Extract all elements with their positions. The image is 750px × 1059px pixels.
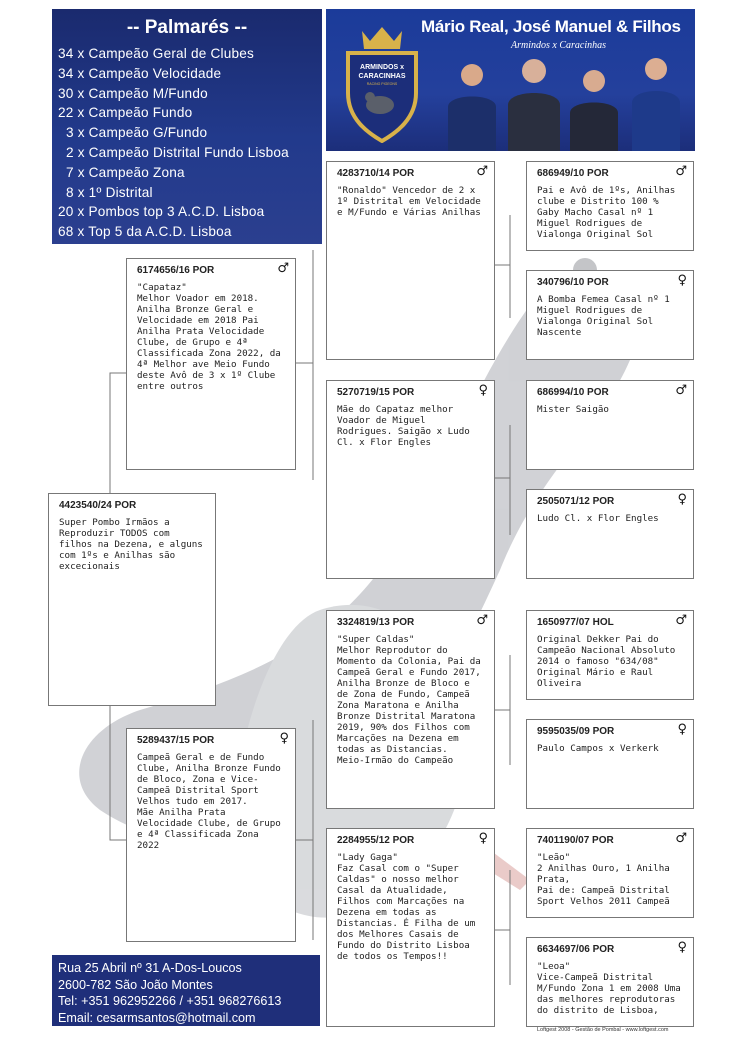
male-icon: ♂ (277, 261, 289, 276)
contact-panel (52, 955, 320, 1026)
address-line-1: Rua 25 Abril nº 31 A-Dos-Loucos (58, 961, 242, 975)
email-address[interactable]: Email: cesarmsantos@hotmail.com (58, 1010, 256, 1025)
palmares-item: 7 x Campeão Zona (58, 164, 185, 180)
pigeon-card-sire (126, 258, 296, 470)
software-credit: Loftgest 2008 - Gestão de Pombal - www.loftgest.com (537, 1027, 669, 1033)
pigeon-card-sire-sire (326, 161, 495, 360)
pigeon-description: Campeã Geral e de Fundo Clube, Anilha Bronze Fundo de Bloco, Zona e Vice-Campeã Distrital Sport Velhos tudo em 2017. Mãe Anilha Prata Velocidade Clube, de Grupo e 4ª Classificada Zona 2022 (137, 752, 281, 851)
header-banner (326, 9, 695, 151)
pigeon-card-gen3-3 (526, 380, 694, 470)
pigeon-description: A Bomba Femea Casal nº 1 Miguel Rodrigues de Vialonga Original Sol Nascente (537, 294, 670, 338)
phone-numbers: Tel: +351 962952266 / +351 968276613 (58, 994, 282, 1008)
ring-number: 6634697/06 POR (537, 944, 615, 955)
pigeon-description: Paulo Campos x Verkerk (537, 743, 659, 754)
pigeon-card-gen3-6 (526, 719, 694, 809)
address-line-2: 2600-782 São João Montes (58, 977, 213, 992)
pigeon-description: "Leão" 2 Anilhas Ouro, 1 Anilha Prata, Pai de: Campeã Distrital Sport Velhos 2011 Campeã (537, 852, 670, 907)
owner-names: Mário Real, José Manuel & Filhos (421, 17, 681, 36)
female-icon: ♀ (478, 383, 488, 398)
pigeon-description: Ludo Cl. x Flor Engles (537, 513, 659, 524)
male-icon: ♂ (675, 831, 687, 846)
palmares-item: 34 x Campeão Velocidade (58, 65, 222, 81)
male-icon: ♂ (675, 383, 687, 398)
pigeon-description: "Lady Gaga" Faz Casal com o "Super Caldas" o nosso melhor Casal da Atualidade, Filhos com Marcações na Dezena em todas as Distancias. É Filha de um dos Melhores Casais de Fundo do Distrito Lisboa de todos os Tempos!! (337, 852, 476, 962)
male-icon: ♂ (476, 613, 488, 628)
pigeon-card-gen3-7 (526, 828, 694, 918)
ring-number: 686994/10 POR (537, 387, 609, 398)
pigeon-description: Mister Saigão (537, 404, 609, 415)
palmares-panel (52, 9, 322, 244)
ring-number: 340796/10 POR (537, 277, 609, 288)
pigeon-card-gen3-4 (526, 489, 694, 579)
female-icon: ♀ (677, 273, 687, 288)
pigeon-card-dam (126, 728, 296, 942)
pigeon-description: Super Pombo Irmãos a Reproduzir TODOS com filhos na Dezena, e alguns com 1ºs e Anilhas são excecionais (59, 517, 203, 572)
pigeon-card-subject (48, 493, 216, 706)
ring-number: 4423540/24 POR (59, 500, 137, 511)
pigeon-card-sire-dam (326, 380, 495, 579)
pigeon-card-gen3-2 (526, 270, 694, 360)
female-icon: ♀ (677, 940, 687, 955)
male-icon: ♂ (675, 164, 687, 179)
ring-number: 686949/10 POR (537, 168, 609, 179)
palmares-item: 2 x Campeão Distrital Fundo Lisboa (58, 144, 289, 160)
palmares-list (58, 44, 316, 242)
loft-subtitle: Armindos x Caracinhas (511, 40, 606, 51)
palmares-title: -- Palmarés -- (126, 17, 248, 38)
pigeon-card-gen3-1 (526, 161, 694, 251)
palmares-item: 3 x Campeão G/Fundo (58, 125, 208, 141)
ring-number: 7401190/07 POR (537, 835, 614, 846)
ring-number: 2505071/12 POR (537, 496, 615, 507)
pigeon-description: Mãe do Capataz melhor Voador de Miguel Rodrigues. Saigão x Ludo Cl. x Flor Engles (337, 404, 470, 448)
logo-text-line-2: CARACINHAS (358, 73, 406, 80)
logo-small-text: RACING PIGEONS (366, 82, 398, 86)
ring-number: 4283710/14 POR (337, 168, 415, 179)
female-icon: ♀ (677, 492, 687, 507)
ring-number: 6174656/16 POR (137, 265, 215, 276)
pigeon-description: "Capataz" Melhor Voador em 2018. Anilha Bronze Geral e Velocidade em 2018 Pai Anilha Prata Velocidade Clube, de Grupo e 4ª Classificada Zona 2022, da 4ª Melhor ave Meio Fundo deste Avô de 3 x 1º Clube entre outros (137, 282, 281, 392)
palmares-item: 34 x Campeão Geral de Clubes (58, 46, 255, 61)
male-icon: ♂ (476, 164, 488, 179)
pigeon-description: "Leoa" Vice-Campeã Distrital M/Fundo Zona 1 em 2008 Uma das melhores reprodutoras do distrito de Lisboa, (537, 961, 681, 1016)
ring-number: 2284955/12 POR (337, 835, 415, 846)
female-icon: ♀ (478, 831, 488, 846)
male-icon: ♂ (675, 613, 687, 628)
palmares-item: 30 x Campeão M/Fundo (58, 85, 208, 101)
palmares-item: 22 x Campeão Fundo (58, 105, 193, 121)
pigeon-card-dam-sire (326, 610, 495, 809)
ring-number: 5289437/15 POR (137, 735, 215, 746)
loft-logo (340, 23, 424, 143)
palmares-item: 20 x Pombos top 3 A.C.D. Lisboa (58, 204, 265, 220)
pigeon-description: "Ronaldo" Vencedor de 2 x 1º Distrital em Velocidade e M/Fundo e Várias Anilhas (337, 185, 481, 218)
ring-number: 3324819/13 POR (337, 617, 415, 628)
pigeon-card-gen3-8 (526, 937, 694, 1027)
pigeon-description: "Super Caldas" Melhor Reprodutor do Momento da Colonia, Pai da Campeã Geral e Fundo 2017, Anilha Bronze de Bloco e de Zona de Fundo, Campeã Zona Maratona e Anilha Bronze Distrital Maratona 2019, 90% dos Filhos com Marcações na Dezena em todas as Distancias. Meio-Irmão do Campeão (337, 634, 481, 766)
pigeon-card-dam-dam (326, 828, 495, 1027)
owners-photo (434, 55, 694, 151)
logo-text-line-1: ARMINDOS x (360, 64, 404, 71)
palmares-item: 8 x 1º Distrital (58, 184, 153, 200)
pigeon-card-gen3-5 (526, 610, 694, 700)
pigeon-description: Original Dekker Pai do Campeão Nacional Absoluto 2014 o famoso "634/08" Original Mário e Raul Oliveira (537, 634, 676, 689)
female-icon: ♀ (677, 722, 687, 737)
palmares-item: 68 x Top 5 da A.C.D. Lisboa (58, 224, 232, 240)
ring-number: 5270719/15 POR (337, 387, 415, 398)
ring-number: 1650977/07 HOL (537, 617, 614, 628)
female-icon: ♀ (279, 731, 289, 746)
pigeon-description: Pai e Avô de 1ºs, Anilhas clube e Distrito 100 % Gaby Macho Casal nº 1 Miguel Rodrigues de Vialonga Original Sol (537, 185, 676, 240)
ring-number: 9595035/09 POR (537, 726, 615, 737)
